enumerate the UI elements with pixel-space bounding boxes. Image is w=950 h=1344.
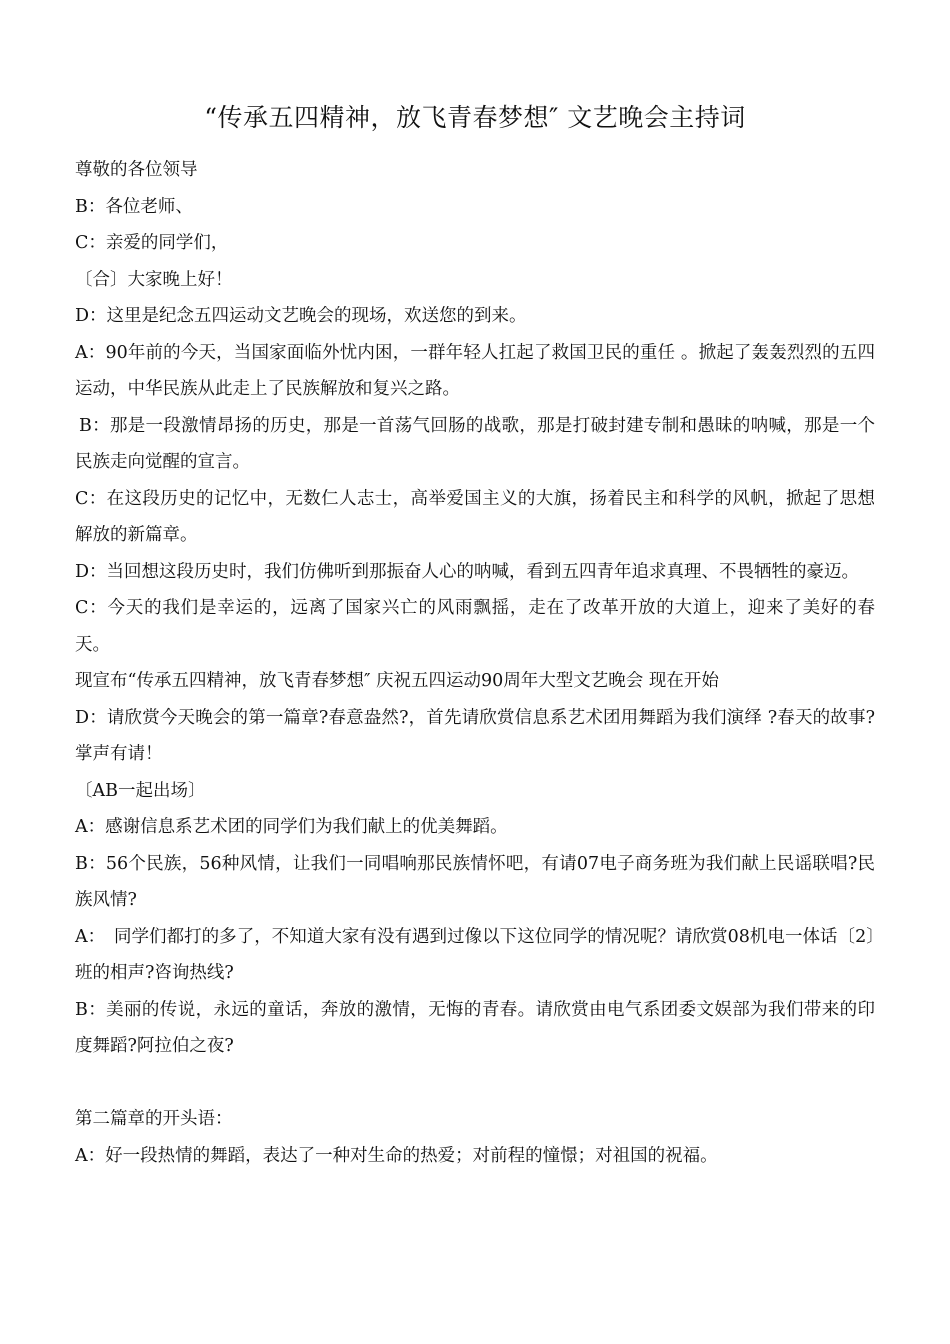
paragraph-greeting-together: 〔合〕大家晚上好！ <box>75 269 233 290</box>
paragraph-b-history: B：那是一段激情昂扬的历史，那是一首荡气回肠的战歌，那是打破封建专制和愚昧的呐喊，那是一个民族走向觉醒的宣言。 <box>75 415 875 472</box>
paragraph-a-history: A：90年前的今天，当国家面临外忧内困，一群年轻人扛起了救国卫民的重任 。掀起了轰轰烈烈的五四运动，中华民族从此走上了民族解放和复兴之路。 <box>75 342 875 399</box>
paragraph-a-second-chapter: A：好一段热情的舞蹈，表达了一种对生命的热爱；对前程的憧憬；对祖国的祝福。 <box>75 1145 718 1166</box>
document-title: “传承五四精神，放飞青春梦想″ 文艺晚会主持词 <box>204 103 746 132</box>
paragraph-a-crosstalk: A： 同学们都打的多了，不知道大家有没有遇到过像以下这位同学的情况呢？请欣赏08机电一体话〔2〕班的相声?咨询热线? <box>75 926 875 983</box>
paragraph-second-chapter-heading: 第二篇章的开头语： <box>75 1109 233 1129</box>
paragraph-ab-enter: 〔AB一起出场〕 <box>75 780 206 801</box>
document-body <box>75 152 875 1174</box>
paragraph-greeting-leaders: 尊敬的各位领导 <box>75 160 198 180</box>
paragraph-b-dance: B：美丽的传说，永远的童话，奔放的激情，无悔的青春。请欣赏由电气系团委文娱部为我们带来的印度舞蹈?阿拉伯之夜? <box>75 999 875 1056</box>
paragraph-d-welcome: D：这里是纪念五四运动文艺晚会的现场，欢送您的到来。 <box>75 306 527 326</box>
blank-line <box>75 1065 875 1102</box>
paragraph-greeting-students: C：亲爱的同学们， <box>75 233 229 253</box>
paragraph-d-recall: D：当回想这段历史时，我们仿佛听到那振奋人心的呐喊，看到五四青年追求真理、不畏牺牲的豪迈。 <box>75 561 860 582</box>
paragraph-d-first-chapter: D：请欣赏今天晚会的第一篇章?春意盎然?，首先请欣赏信息系艺术团用舞蹈为我们演绎 ?春天的故事?掌声有请！ <box>75 707 875 764</box>
paragraph-a-thanks: A：感谢信息系艺术团的同学们为我们献上的优美舞蹈。 <box>75 817 508 837</box>
paragraph-b-ethnic: B：56个民族，56种风情，让我们一同唱响那民族情怀吧，有请07电子商务班为我们献上民谣联唱?民族风情? <box>75 853 875 910</box>
paragraph-c-memory: C：在这段历史的记忆中，无数仁人志士，高举爱国主义的大旗，扬着民主和科学的风帆，掀起了思想解放的新篇章。 <box>75 488 875 545</box>
paragraph-greeting-teachers: B：各位老师、 <box>75 196 193 217</box>
paragraph-announcement: 现宣布“传承五四精神，放飞青春梦想″ 庆祝五四运动90周年大型文艺晚会 现在开始 <box>75 671 719 691</box>
paragraph-c-today: C：今天的我们是幸运的，远离了国家兴亡的风雨飘摇，走在了改革开放的大道上，迎来了美好的春天。 <box>75 598 875 655</box>
